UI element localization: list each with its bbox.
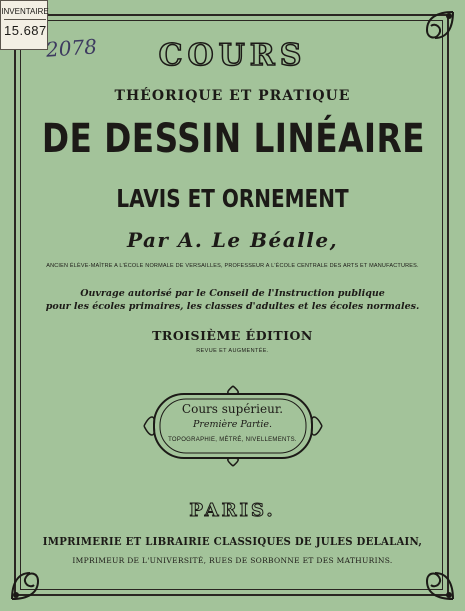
cartouche-level: Cours supérieur. [181, 402, 284, 416]
title-lavis: LAVIS ET ORNEMENT [116, 184, 349, 213]
authorization-line-2: pour les écoles primaires, les classes d'adultes et les écoles normales. [45, 301, 420, 312]
authorization-line-1: Ouvrage autorisé par le Conseil de l'Instruction publique [80, 288, 385, 299]
cartouche-topics: TOPOGRAPHIE, MÉTRÉ, NIVELLEMENTS. [168, 437, 297, 443]
inventory-number: 15.687 [4, 19, 46, 38]
cartouche-part: Première Partie. [192, 419, 273, 430]
author-qualifications: ANCIEN ÉLÈVE-MAÎTRE A L'ÉCOLE NORMALE DE VERSAILLES, PROFESSEUR A L'ÉCOLE CENTRALE DES ARTS ET MANUFACTURES. [46, 263, 419, 269]
title-theorique: THÉORIQUE ET PRATIQUE [114, 88, 351, 104]
edition-note: REVUE ET AUGMENTÉE. [196, 348, 269, 354]
imprint-printer: IMPRIMEUR DE L'UNIVERSITÉ, RUES DE SORBONNE ET DES MATHURINS. [72, 556, 393, 565]
title-cours: COURS [158, 38, 307, 73]
imprint-publisher: IMPRIMERIE ET LIBRAIRIE CLASSIQUES DE JULES DELALAIN, [42, 534, 423, 548]
handwritten-shelfmark: 2078 [45, 34, 98, 62]
inventory-label-header: INVENTAIRE [1, 7, 49, 16]
edition-label: TROISIÈME ÉDITION [152, 328, 313, 343]
imprint-city: PARIS. [189, 500, 276, 521]
title-main: DE DESSIN LINÉAIRE [41, 116, 425, 162]
author-byline: Par A. Le Béalle, [126, 228, 339, 252]
